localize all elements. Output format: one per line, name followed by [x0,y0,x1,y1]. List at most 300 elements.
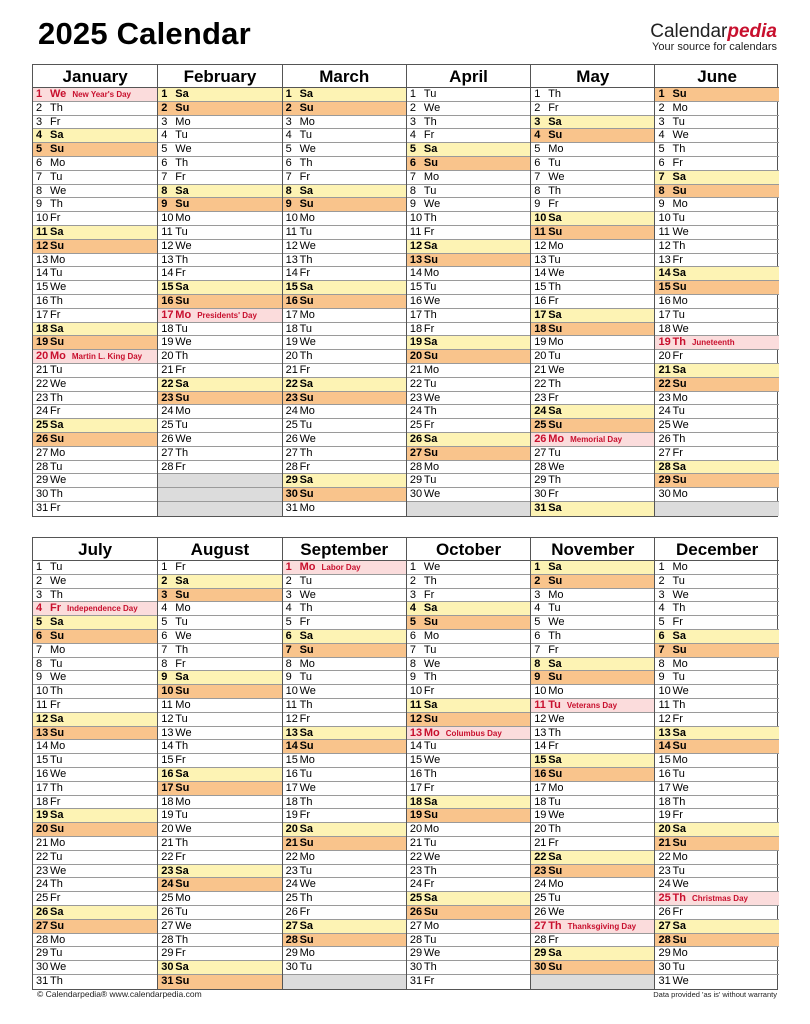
day-cell: 17 Mo [531,782,654,796]
month-header: September [283,538,406,561]
day-cell: 12 Su [407,713,530,727]
month-august [157,538,281,989]
day-cell: 20 We [158,823,281,837]
day-cell: 2 Tu [655,575,778,589]
day-cell: 1 Su [655,88,778,102]
day-cell: 8 Sa [531,658,654,672]
month-march [282,65,406,516]
day-cell: 17 Fr [33,309,157,323]
day-cell: 17 Mo [283,309,406,323]
day-cell: 16 Su [158,295,281,309]
empty-day [407,502,530,516]
day-cell: 28 Tu [33,461,157,475]
day-cell: 22 We [407,851,530,865]
day-cell: 10 Th [407,212,530,226]
day-cell: 14 Fr [531,740,654,754]
day-cell: 3 We [655,589,778,603]
month-header: November [531,538,654,561]
day-cell: 25 Mo [158,892,281,906]
day-cell: 8 Th [531,185,654,199]
day-cell: 4 Mo [158,602,281,616]
day-cell: 14 Tu [407,740,530,754]
day-cell: 10 Fr [33,212,157,226]
day-cell: 8 Sa [283,185,406,199]
day-cell: 9 Th [33,198,157,212]
empty-day [158,488,281,502]
day-cell: 29 We [33,474,157,488]
day-cell: 25 Tu [283,419,406,433]
day-cell: 2 Th [407,575,530,589]
day-cell: 23 Su [283,392,406,406]
day-cell: 6 Th [283,157,406,171]
day-cell: 10 Tu [655,212,778,226]
day-cell: 9 Tu [655,671,778,685]
day-cell: 7 Th [158,644,281,658]
day-cell: 7 Tu [33,171,157,185]
day-cell: 12 Mo [531,240,654,254]
month-may [530,65,654,516]
day-cell: 15 Sa [158,281,281,295]
day-cell: 7 Fr [158,171,281,185]
month-header: February [158,65,281,88]
day-cell: 31 Fr [409,974,435,987]
day-cell: 29 Fr [158,947,281,961]
day-cell: 1 Mo [655,561,778,575]
day-cell: 24 Sa [531,405,654,419]
day-cell: 16 Mo [655,295,778,309]
day-cell: 10 We [283,685,406,699]
day-cell: 9 Th [407,671,530,685]
day-cell: 31 We [658,974,689,987]
day-cell: 18 Su [531,323,654,337]
day-cell: 19 Mo [531,336,654,350]
holiday-day: 1 Mo Labor Day [283,561,406,575]
day-cell: 4 Th [283,602,406,616]
month-september [282,538,406,989]
day-cell: 7 Mo [407,171,530,185]
brand-name: Calendarpedia [650,21,777,42]
day-cell: 2 We [407,102,530,116]
day-cell: 30 We [33,961,157,975]
day-cell: 13 Tu [531,254,654,268]
empty-day [531,975,654,989]
day-cell: 24 Th [407,405,530,419]
holiday-label: Labor Day [321,563,361,572]
day-cell: 11 Th [283,699,406,713]
day-cell: 27 We [158,920,281,934]
day-cell: 28 Tu [407,934,530,948]
day-cell: 21 Su [655,837,778,851]
day-cell: 20 Mo [407,823,530,837]
day-cell: 12 Su [33,240,157,254]
day-cell: 12 Fr [655,713,778,727]
day-cell: 24 Fr [407,878,530,892]
day-cell: 23 Mo [655,392,778,406]
empty-day [655,502,778,516]
day-cell: 16 We [407,295,530,309]
day-cell: 23 Su [531,865,654,879]
day-cell: 16 Su [283,295,406,309]
day-cell: 26 We [158,433,281,447]
day-cell: 18 Th [655,796,778,810]
day-cell: 23 Th [407,865,530,879]
day-cell: 12 Sa [407,240,530,254]
holiday-day: 4 Fr Independence Day [33,602,157,616]
day-cell: 10 Sa [531,212,654,226]
day-cell: 18 Tu [158,323,281,337]
day-cell: 22 Mo [283,851,406,865]
empty-day [283,975,406,989]
day-cell: 3 Sa [531,116,654,130]
brand-tagline: Your source for calendars [652,41,777,53]
day-cell: 15 Su [655,281,778,295]
day-cell: 7 Tu [407,644,530,658]
holiday-label: Independence Day [67,604,138,614]
holiday-day: 20 Mo Martin L. King Day [33,350,157,364]
day-cell: 6 Th [158,157,281,171]
day-cell: 7 Sa [655,171,778,185]
month-header: March [283,65,406,88]
month-header: August [158,538,281,561]
day-cell: 5 Sa [33,616,157,630]
month-july [33,538,157,989]
day-cell: 31 Mo [285,501,315,514]
day-cell: 18 We [655,323,778,337]
day-cell: 4 Th [655,602,778,616]
day-cell: 24 Tu [655,405,778,419]
day-cell: 19 Sa [407,336,530,350]
day-cell: 29 Tu [407,474,530,488]
day-cell: 14 Th [158,740,281,754]
day-cell: 13 Sa [655,727,778,741]
day-cell: 2 Su [158,102,281,116]
day-cell: 25 Th [283,892,406,906]
day-cell: 11 Tu [283,226,406,240]
day-cell: 17 Th [407,309,530,323]
day-cell: 27 Su [407,447,530,461]
day-cell: 19 Su [407,809,530,823]
day-cell: 28 Su [283,934,406,948]
day-cell: 15 Sa [531,754,654,768]
day-cell: 29 Su [655,474,778,488]
day-cell: 19 We [283,336,406,350]
day-cell: 7 Fr [531,644,654,658]
day-cell: 20 Su [407,350,530,364]
day-cell: 4 Sa [407,602,530,616]
day-cell: 4 Tu [531,602,654,616]
day-cell: 7 Mo [33,644,157,658]
day-cell: 14 Mo [407,267,530,281]
day-cell: 13 Th [283,254,406,268]
day-cell: 3 Su [158,589,281,603]
day-cell: 10 Mo [158,212,281,226]
holiday-label: Memorial Day [570,434,623,444]
holiday-label: Martin L. King Day [71,352,143,362]
day-cell: 29 Sa [531,947,654,961]
empty-day [158,474,281,488]
month-january [33,65,157,516]
day-cell: 18 Tu [283,323,406,337]
day-cell: 23 We [407,392,530,406]
day-cell: 8 Mo [283,658,406,672]
day-cell: 3 Mo [531,589,654,603]
day-cell: 16 Tu [283,768,406,782]
day-cell: 5 We [531,616,654,630]
day-cell: 25 Fr [407,419,530,433]
day-cell: 17 We [283,782,406,796]
day-cell: 1 Sa [158,88,281,102]
day-cell: 13 Th [531,727,654,741]
day-cell: 10 Th [33,685,157,699]
day-cell: 22 Sa [158,378,281,392]
day-cell: 22 Fr [158,851,281,865]
day-cell: 29 Sa [283,474,406,488]
day-cell: 22 Su [655,378,778,392]
day-cell: 19 Sa [33,809,157,823]
day-cell: 28 Fr [158,461,281,475]
day-cell: 6 Sa [283,630,406,644]
day-cell: 14 Tu [33,267,157,281]
day-cell: 15 We [407,754,530,768]
day-cell: 2 Su [283,102,406,116]
month-header: April [407,65,530,88]
day-cell: 22 Tu [407,378,530,392]
day-cell: 28 We [531,461,654,475]
day-cell: 20 Tu [531,350,654,364]
day-cell: 5 Su [33,143,157,157]
day-cell: 26 Sa [407,433,530,447]
day-cell: 6 Su [33,630,157,644]
day-cell: 18 Mo [158,796,281,810]
day-cell: 5 Su [407,616,530,630]
day-cell: 1 Tu [33,561,157,575]
day-cell: 21 We [531,364,654,378]
day-cell: 11 Fr [33,699,157,713]
day-cell: 30 Th [407,961,530,975]
holiday-day: 27 Th Thanksgiving Day [531,920,654,934]
day-cell: 13 Sa [283,727,406,741]
day-cell: 31 Fr [36,501,61,514]
day-cell: 6 Th [531,630,654,644]
day-cell: 1 Fr [158,561,281,575]
day-cell: 21 Fr [283,364,406,378]
day-cell: 4 Tu [158,129,281,143]
day-cell: 16 Sa [158,768,281,782]
day-cell: 26 Tu [158,906,281,920]
month-header: January [33,65,157,88]
day-cell: 11 Su [531,226,654,240]
day-cell: 24 Th [33,878,157,892]
day-cell: 26 We [283,433,406,447]
day-cell: 22 Mo [655,851,778,865]
day-cell: 5 Tu [158,616,281,630]
day-cell: 5 We [283,143,406,157]
day-cell: 9 Su [158,198,281,212]
day-cell: 25 Tu [158,419,281,433]
day-cell: 28 Sa [655,461,778,475]
day-cell: 30 Fr [531,488,654,502]
day-cell: 7 Fr [283,171,406,185]
holiday-day: 13 Mo Columbus Day [407,727,530,741]
day-cell: 26 Su [407,906,530,920]
day-cell: 13 We [158,727,281,741]
day-cell: 5 We [158,143,281,157]
month-header: July [33,538,157,561]
day-cell: 30 Th [33,488,157,502]
day-cell: 30 Su [283,488,406,502]
day-cell: 19 We [531,809,654,823]
day-cell: 25 Su [531,419,654,433]
holiday-day: 11 Tu Veterans Day [531,699,654,713]
holiday-day: 19 Th Juneteenth [655,336,778,350]
holiday-label: New Year's Day [72,90,131,99]
day-cell: 23 Sa [158,865,281,879]
day-cell: 24 Mo [283,405,406,419]
day-cell: 6 Su [407,157,530,171]
day-cell: 10 Mo [531,685,654,699]
calendar-second-half [32,537,778,990]
day-cell: 9 We [407,198,530,212]
day-cell: 2 We [33,575,157,589]
day-cell: 26 Su [33,433,157,447]
holiday-label: Christmas Day [691,894,748,904]
day-cell: 18 Sa [407,796,530,810]
day-cell: 6 Sa [655,630,778,644]
day-cell: 30 We [407,488,530,502]
day-cell: 23 Su [158,392,281,406]
day-cell: 3 Fr [33,116,157,130]
page-title: 2025 Calendar [38,16,251,51]
day-cell: 9 Su [283,198,406,212]
day-cell: 31 Su [158,975,281,989]
day-cell: 26 Fr [655,906,778,920]
day-cell: 16 Th [33,295,157,309]
day-cell: 11 Sa [407,699,530,713]
day-cell: 23 Tu [655,865,778,879]
day-cell: 5 Mo [531,143,654,157]
day-cell: 17 Tu [655,309,778,323]
day-cell: 18 Tu [531,796,654,810]
day-cell: 24 We [655,878,778,892]
day-cell: 9 Sa [158,671,281,685]
day-cell: 28 Fr [531,934,654,948]
day-cell: 10 Mo [283,212,406,226]
holiday-label: Presidents' Day [197,310,257,320]
day-cell: 20 Su [33,823,157,837]
month-february [157,65,281,516]
day-cell: 28 Fr [283,461,406,475]
day-cell: 11 We [655,226,778,240]
day-cell: 14 Fr [283,267,406,281]
day-cell: 13 Su [407,254,530,268]
day-cell: 18 Fr [33,796,157,810]
day-cell: 20 Sa [655,823,778,837]
month-header: June [655,65,778,88]
day-cell: 5 Th [655,143,778,157]
day-cell: 2 Mo [655,102,778,116]
day-cell: 25 Tu [531,892,654,906]
day-cell: 25 Fr [33,892,157,906]
day-cell: 26 Fr [283,906,406,920]
day-cell: 17 Su [158,782,281,796]
day-cell: 10 We [655,685,778,699]
day-cell: 3 Th [33,589,157,603]
day-cell: 12 We [283,240,406,254]
day-cell: 15 Mo [283,754,406,768]
day-cell: 30 Tu [655,961,778,975]
day-cell: 15 Fr [158,754,281,768]
day-cell: 31 Sa [531,502,654,516]
month-header: May [531,65,654,88]
day-cell: 22 We [33,378,157,392]
day-cell: 24 Su [158,878,281,892]
day-cell: 3 We [283,589,406,603]
day-cell: 28 Th [158,934,281,948]
day-cell: 19 Su [33,336,157,350]
day-cell: 21 Mo [407,364,530,378]
month-april [406,65,530,516]
day-cell: 24 Fr [33,405,157,419]
day-cell: 20 Th [531,823,654,837]
day-cell: 8 We [407,658,530,672]
day-cell: 8 Su [655,185,778,199]
day-cell: 6 Fr [655,157,778,171]
day-cell: 29 We [407,947,530,961]
day-cell: 11 Th [655,699,778,713]
day-cell: 23 Th [33,392,157,406]
month-december [654,538,778,989]
day-cell: 21 Tu [407,837,530,851]
month-november [530,538,654,989]
day-cell: 27 Su [33,920,157,934]
day-cell: 10 Su [158,685,281,699]
calendar-first-half [32,64,778,517]
day-cell: 5 Fr [655,616,778,630]
day-cell: 27 Th [283,447,406,461]
day-cell: 18 Th [283,796,406,810]
day-cell: 30 Sa [158,961,281,975]
day-cell: 22 Sa [531,851,654,865]
day-cell: 13 Su [33,727,157,741]
day-cell: 9 Fr [531,198,654,212]
footer-disclaimer: Data provided 'as is' without warranty [653,990,777,999]
day-cell: 20 Fr [655,350,778,364]
day-cell: 8 Tu [407,185,530,199]
day-cell: 28 Su [655,934,778,948]
day-cell: 8 We [33,185,157,199]
holiday-day: 1 We New Year's Day [33,88,157,102]
holiday-day: 17 Mo Presidents' Day [158,309,281,323]
day-cell: 7 We [531,171,654,185]
month-header: October [407,538,530,561]
day-cell: 3 Mo [283,116,406,130]
day-cell: 12 Th [655,240,778,254]
holiday-label: Columbus Day [445,728,502,738]
day-cell: 25 Sa [33,419,157,433]
day-cell: 27 Th [158,447,281,461]
day-cell: 12 Tu [158,713,281,727]
day-cell: 5 Sa [407,143,530,157]
day-cell: 26 We [531,906,654,920]
day-cell: 24 Mo [158,405,281,419]
day-cell: 13 Th [158,254,281,268]
day-cell: 15 Mo [655,754,778,768]
day-cell: 23 We [33,865,157,879]
day-cell: 27 Sa [283,920,406,934]
month-october [406,538,530,989]
holiday-label: Veterans Day [566,700,618,710]
day-cell: 12 Fr [283,713,406,727]
